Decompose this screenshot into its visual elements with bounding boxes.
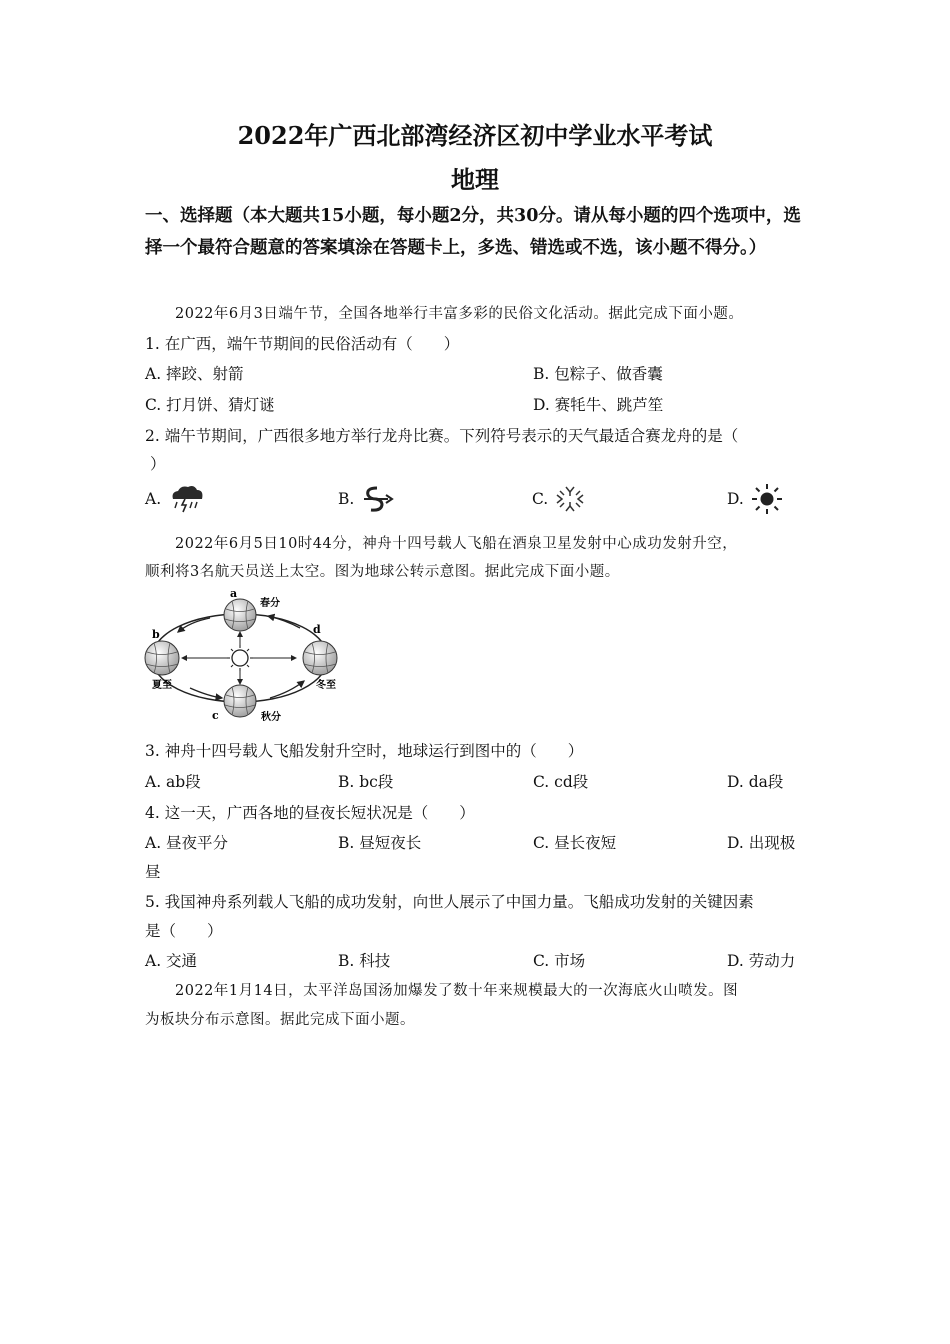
question-1-option-a: A. 摔跤、射箭 — [145, 365, 244, 383]
label-spring-equinox: 春分 — [260, 598, 280, 609]
question-4-option-a: A. 昼夜平分 — [145, 834, 229, 852]
question-1-option-b: B. 包粽子、做香囊 — [533, 365, 663, 383]
globe-b — [145, 641, 179, 675]
subject-title: 地理 — [451, 165, 499, 194]
label-a: a — [230, 588, 238, 600]
question-4-option-d-continued: 昼 — [145, 863, 161, 881]
question-4-stem: 4. 这一天，广西各地的昼夜长短状况是（ ） — [145, 804, 475, 822]
thunderstorm-icon — [167, 484, 207, 514]
question-5-option-c: C. 市场 — [533, 952, 586, 970]
question-5-option-a: A. 交通 — [145, 952, 198, 970]
label-d: d — [313, 623, 321, 636]
label-c: c — [212, 709, 219, 722]
intro-paragraph-3-line-2: 为板块分布示意图。据此完成下面小题。 — [145, 1012, 415, 1028]
intro-paragraph-2-line-2: 顺利将3名航天员送上太空。图为地球公转示意图。据此完成下面小题。 — [145, 564, 620, 580]
sun-icon — [227, 645, 253, 671]
exam-title: 2022年广西北部湾经济区初中学业水平考试 — [237, 121, 713, 150]
orbit-arrow — [268, 616, 300, 628]
question-2-option-c — [532, 484, 586, 514]
question-1-option-d: D. 赛牦牛、跳芦笙 — [533, 396, 664, 414]
question-3-option-c: C. cd段 — [533, 773, 589, 791]
question-3-option-b: B. bc段 — [338, 773, 394, 791]
intro-paragraph-3-line-1: 2022年1月14日，太平洋岛国汤加爆发了数十年来规模最大的一次海底火山喷发。图 — [175, 983, 739, 999]
question-2-option-b — [338, 484, 396, 514]
question-2-stem-line-1: 2. 端午节期间，广西很多地方举行龙舟比赛。下列符号表示的天气最适合赛龙舟的是（ — [145, 427, 739, 445]
globe-d — [303, 641, 337, 675]
intro-paragraph-2-line-1: 2022年6月5日10时44分，神舟十四号载人飞船在酒泉卫星发射中心成功发射升空， — [175, 536, 738, 552]
question-2-option-a — [145, 484, 207, 514]
option-letter: A. — [145, 490, 162, 508]
question-2-stem-line-2: ） — [150, 455, 166, 473]
frost-icon — [554, 484, 586, 514]
section-heading: 一、选择题（本大题共15小题，每小题2分，共30分。请从每小题的四个选项中，选择一个最符合题意的答案填涂在答题卡上，多选、错选或不选，该小题不得分。） — [145, 206, 801, 258]
question-4-option-c: C. 昼长夜短 — [533, 834, 617, 852]
intro-paragraph-1: 2022年6月3日端午节，全国各地举行丰富多彩的民俗文化活动。据此完成下面小题。 — [175, 306, 744, 322]
option-letter: D. — [727, 490, 744, 508]
label-b: b — [152, 628, 160, 641]
question-5-stem-line-1: 5. 我国神舟系列载人飞船的成功发射，向世人展示了中国力量。飞船成功发射的关键因素 — [145, 893, 754, 911]
question-2-option-d — [727, 482, 784, 516]
earth-revolution-diagram — [140, 588, 345, 728]
sunny-icon — [750, 482, 784, 516]
option-letter: B. — [338, 490, 355, 508]
globe-c — [224, 685, 256, 717]
question-5-option-d: D. 劳动力 — [727, 952, 796, 970]
question-1-stem: 1. 在广西，端午节期间的民俗活动有（ ） — [145, 335, 460, 353]
question-5-option-b: B. 科技 — [338, 952, 391, 970]
question-4-option-b: B. 昼短夜长 — [338, 834, 422, 852]
question-4-option-d: D. 出现极 — [727, 834, 796, 852]
label-autumn-equinox: 秋分 — [261, 712, 281, 723]
sandstorm-icon — [360, 484, 396, 514]
label-summer-solstice: 夏至 — [152, 680, 172, 691]
label-winter-solstice: 冬至 — [316, 680, 336, 691]
question-3-option-a: A. ab段 — [145, 773, 201, 791]
globe-a — [224, 599, 256, 631]
question-1-option-c: C. 打月饼、猜灯谜 — [145, 396, 275, 414]
option-letter: C. — [532, 490, 549, 508]
question-3-option-d: D. da段 — [727, 773, 784, 791]
question-5-stem-line-2: 是（ ） — [145, 922, 223, 940]
question-3-stem: 3. 神舟十四号载人飞船发射升空时，地球运行到图中的（ ） — [145, 742, 584, 760]
